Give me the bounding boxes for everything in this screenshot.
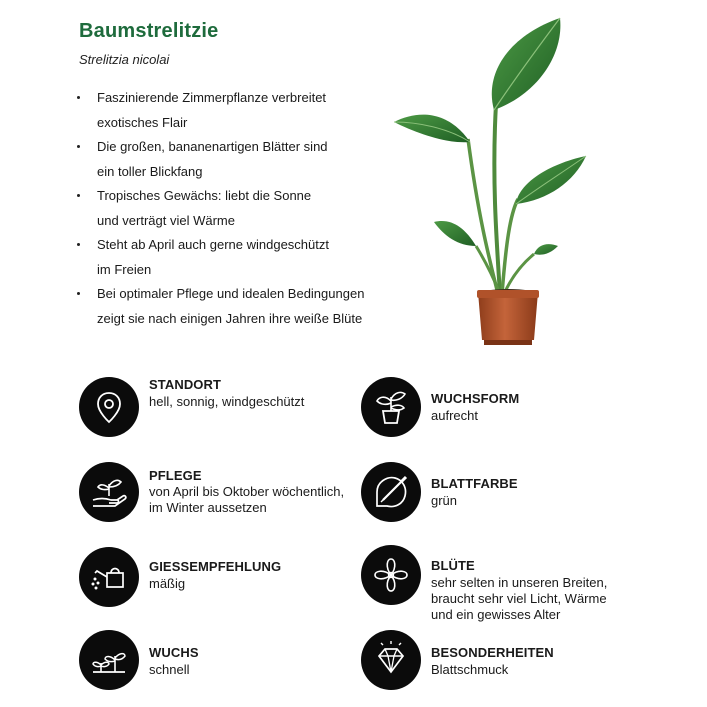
blattfarbe-value: grün [431,493,458,508]
pflege-value: von April bis Oktober wöchentlich, im Winter aussetzen [149,484,345,515]
leaf-brush-icon [361,462,421,522]
besonderheiten-icon-badge [361,630,421,690]
wuchs-icon-badge [79,630,139,690]
plant-illustration [388,14,588,350]
bullet-line: Die großen, bananenartigen Blätter sind [97,139,328,154]
giessempfehlung-label: GIESSEMPFEHLUNG [149,559,282,574]
bluete-icon-badge [361,545,421,605]
besonderheiten-label: BESONDERHEITEN [431,645,554,660]
botanical-name: Strelitzia nicolai [79,52,170,67]
bullet-line: und verträgt viel Wärme [97,212,235,228]
blattfarbe-label: BLATTFARBE [431,476,518,491]
feature-bullet-list [76,86,386,331]
wuchsform-value: aufrecht [431,408,478,423]
potted-plant-icon [361,377,421,437]
standort-label: STANDORT [149,377,222,392]
bullet-item [76,282,386,331]
watering-can-icon [79,547,139,607]
blattfarbe-icon-badge [361,462,421,522]
wuchs-value: schnell [149,662,190,677]
location-pin-icon [79,377,139,437]
bullet-line: Bei optimaler Pflege und idealen Bedingungen [97,286,365,301]
seedlings-icon [79,630,139,690]
bullet-item [76,135,386,184]
pflege-icon-badge [79,462,139,522]
bullet-line: exotisches Flair [97,114,188,130]
bullet-line: Steht ab April auch gerne windgeschützt [97,237,329,252]
wuchsform-label: WUCHSFORM [431,391,520,406]
besonderheiten-value: Blattschmuck [431,662,509,677]
diamond-icon [361,630,421,690]
giessempfehlung-icon-badge [79,547,139,607]
bullet-line: Faszinierende Zimmerpflanze verbreitet [97,90,327,105]
bullet-line: Tropisches Gewächs: liebt die Sonne [97,188,312,203]
bluete-label: BLÜTE [431,558,475,573]
flower-icon [361,545,421,605]
page-title: Baumstrelitzie [79,20,219,42]
wuchsform-icon-badge [361,377,421,437]
wuchs-label: WUCHS [149,645,199,660]
giessempfehlung-value: mäßig [149,576,186,591]
bullet-line: zeigt sie nach einigen Jahren ihre weiße Blüte [97,310,363,326]
standort-value: hell, sonnig, windgeschützt [149,394,305,409]
pflege-label: PFLEGE [149,468,202,483]
bullet-line: ein toller Blickfang [97,163,203,179]
bullet-item [76,86,386,135]
bullet-item [76,184,386,233]
standort-icon-badge [79,377,139,437]
bluete-value: sehr selten in unseren Breiten, braucht sehr viel Licht, Wärme und ein gewisses Alter [431,575,608,622]
hand-sprout-icon [79,462,139,522]
bullet-line: im Freien [97,261,152,277]
bullet-item [76,233,386,282]
